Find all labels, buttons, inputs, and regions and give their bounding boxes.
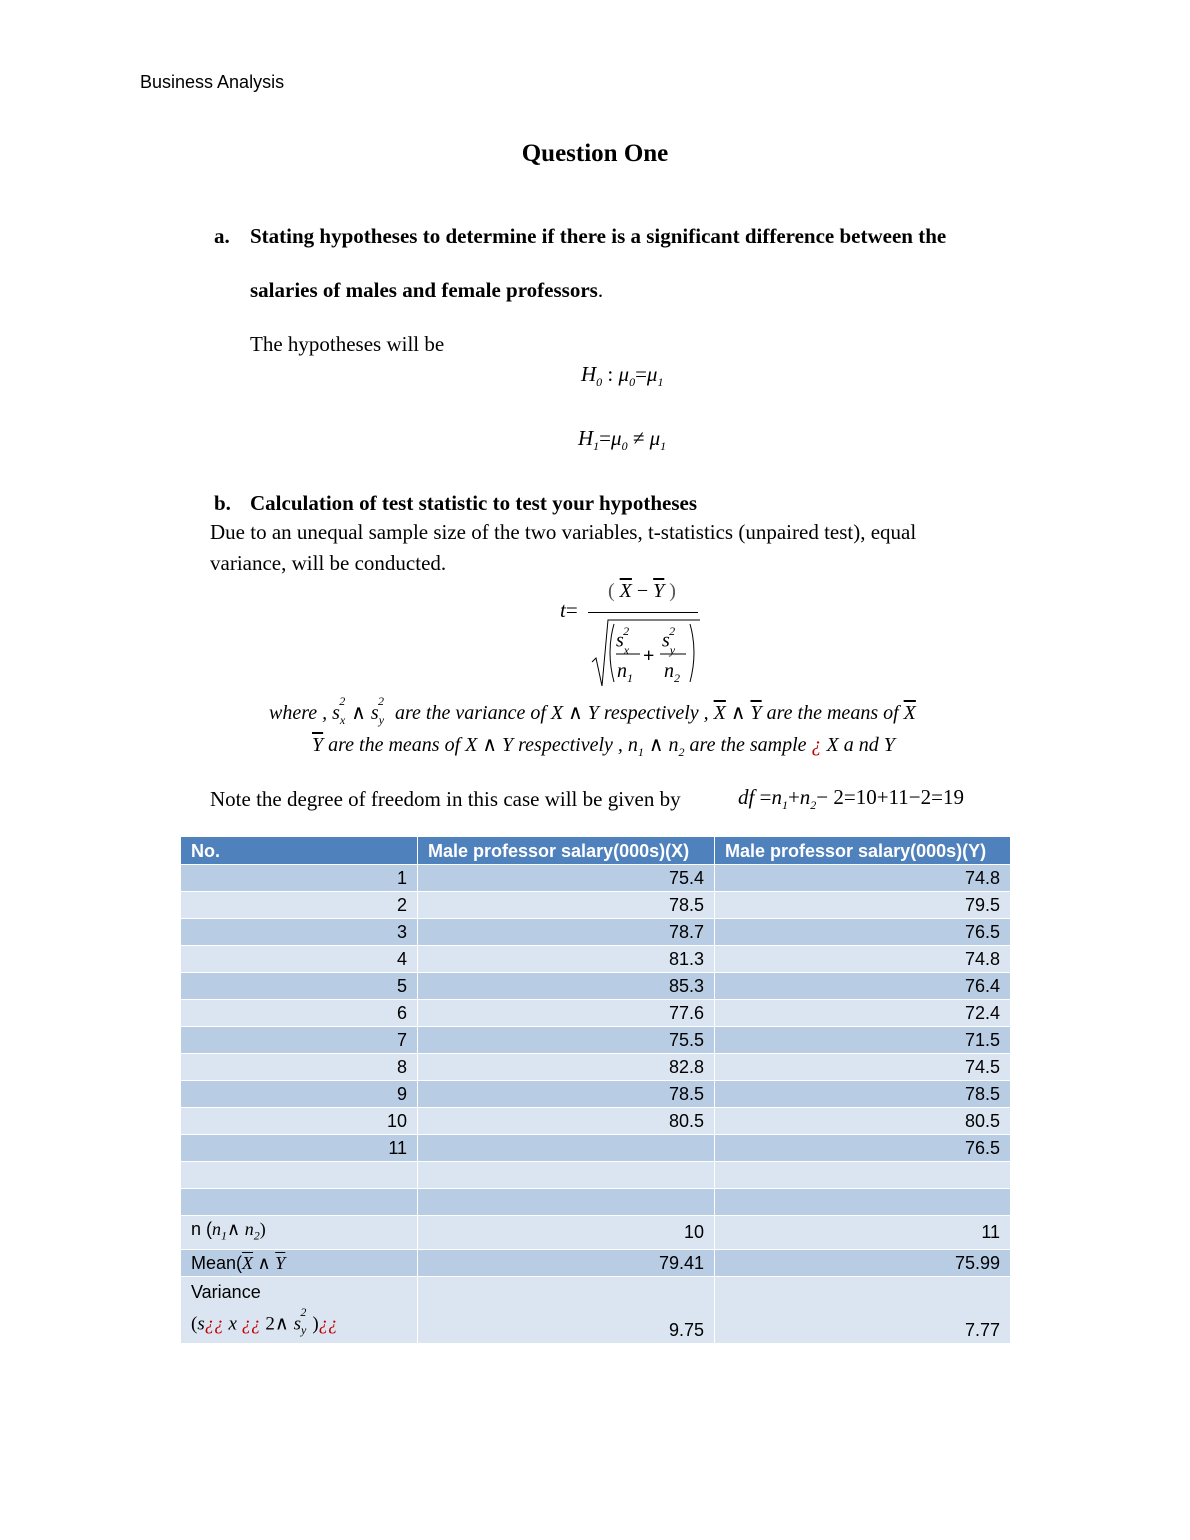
cell-n-label	[181, 1216, 418, 1250]
cell-no: 4	[181, 946, 418, 973]
page-title: Question One	[521, 140, 669, 167]
t-formula-lhs: t=	[560, 598, 578, 622]
cell-variance-x: 9.75	[418, 1276, 715, 1343]
cell-no	[181, 1189, 418, 1216]
section-b-paragraph-line2: variance, will be conducted.	[210, 551, 447, 575]
section-a-heading-line2	[250, 278, 603, 303]
table-row	[181, 1135, 1011, 1162]
section-a-heading-line1: Stating hypotheses to determine if there is a significant difference between the	[250, 224, 947, 248]
sx-squared: $s_x^2$	[616, 624, 630, 657]
cell-n-y: 11	[715, 1216, 1011, 1250]
table-row	[181, 946, 1011, 973]
cell-x: 81.3	[418, 946, 715, 973]
table-row	[181, 1000, 1011, 1027]
table-row-n	[181, 1216, 1011, 1250]
section-a-heading-period: .	[597, 278, 604, 302]
salary-table	[180, 836, 1011, 1344]
cell-mean-y: 75.99	[715, 1249, 1011, 1276]
cell-y: 72.4	[715, 1000, 1011, 1027]
table-row	[181, 892, 1011, 919]
table-row	[181, 973, 1011, 1000]
table-row	[181, 1081, 1011, 1108]
header-y: Male professor salary(000s)(Y)	[715, 837, 1011, 865]
where-line-1: where , $s_x^2\wedge$ $s_y^2$ are the variance of X ∧ Y respectively , $\overline{X}$ ∧ $\overline{Y}$ are the means of $\overline{X}$	[269, 694, 916, 727]
table-header-row	[181, 837, 1011, 865]
cell-no: 9	[181, 1081, 418, 1108]
cell-no: 8	[181, 1054, 418, 1081]
plus-sign: +	[643, 645, 655, 667]
df-equation: df $=n_1+n_2- 2=10+11-2=19$	[738, 785, 964, 813]
n2-denominator: $n_2$	[664, 660, 680, 685]
cell-x	[418, 1189, 715, 1216]
cell-y: 71.5	[715, 1027, 1011, 1054]
item-marker-a: a.	[214, 224, 230, 248]
mean-label-text: Mean(	[191, 1252, 243, 1273]
table-row-variance	[181, 1276, 1011, 1343]
cell-x: 75.5	[418, 1027, 715, 1054]
section-b-heading: Calculation of test statistic to test your hypotheses	[250, 491, 697, 515]
table-row	[181, 919, 1011, 946]
cell-x: 82.8	[418, 1054, 715, 1081]
cell-y: 79.5	[715, 892, 1011, 919]
cell-n-x: 10	[418, 1216, 715, 1250]
cell-variance-y: 7.77	[715, 1276, 1011, 1343]
table-row-mean	[181, 1249, 1011, 1276]
mean-label-math: $\overline{X}$ ∧ $\overline{Y}$	[242, 1252, 286, 1273]
df-note: Note the degree of freedom in this case will be given by	[210, 787, 681, 811]
cell-x: 78.7	[418, 919, 715, 946]
cell-no	[181, 1162, 418, 1189]
cell-x: 80.5	[418, 1108, 715, 1135]
cell-mean-label	[181, 1249, 418, 1276]
cell-y: 76.4	[715, 973, 1011, 1000]
cell-x: 78.5	[418, 892, 715, 919]
cell-variance-label	[181, 1276, 418, 1343]
cell-no: 3	[181, 919, 418, 946]
n-label-text: n (	[191, 1219, 213, 1239]
variance-label-text: Variance	[191, 1281, 261, 1302]
t-formula-numerator: ( $\overline{X} - \overline{Y}$ )	[608, 580, 676, 602]
n1-denominator: $n_1$	[617, 660, 633, 685]
variance-label-math: (s¿¿ x ¿¿ 2∧ $s_y^2)¿¿$	[191, 1304, 338, 1337]
sy-squared: $s_y^2$	[662, 624, 676, 657]
cell-x: 77.6	[418, 1000, 715, 1027]
cell-y: 74.5	[715, 1054, 1011, 1081]
n-label-math: $n_1\wedge$ $n_2$)	[212, 1219, 266, 1243]
header-x: Male professor salary(000s)(X)	[418, 837, 715, 865]
where-line-2: $\overline{Y}$ are the means of X ∧ Y respectively , $n_1$ ∧ $n_2$ are the sample ¿ X a nd Y	[312, 734, 895, 759]
cell-x: 78.5	[418, 1081, 715, 1108]
cell-no: 1	[181, 865, 418, 892]
table-row	[181, 1189, 1011, 1216]
section-b-paragraph-line1: Due to an unequal sample size of the two variables, t-statistics (unpaired test), equal	[210, 520, 917, 544]
page-header: Business Analysis	[140, 72, 285, 92]
cell-y: 78.5	[715, 1081, 1011, 1108]
cell-x	[418, 1135, 715, 1162]
t-formula-fraction-bar	[588, 612, 698, 613]
table-row	[181, 1054, 1011, 1081]
cell-x	[418, 1162, 715, 1189]
cell-no: 5	[181, 973, 418, 1000]
cell-no: 10	[181, 1108, 418, 1135]
cell-y: 76.5	[715, 1135, 1011, 1162]
cell-y	[715, 1189, 1011, 1216]
item-marker-b: b.	[214, 491, 231, 515]
cell-no: 11	[181, 1135, 418, 1162]
table-row	[181, 1027, 1011, 1054]
alt-hypothesis-equation: $H_1=\mu_0 \ne \mu_1$	[578, 426, 667, 454]
cell-y: 76.5	[715, 919, 1011, 946]
cell-y: 74.8	[715, 946, 1011, 973]
cell-y: 74.8	[715, 865, 1011, 892]
table-row	[181, 1162, 1011, 1189]
cell-no: 6	[181, 1000, 418, 1027]
cell-no: 2	[181, 892, 418, 919]
cell-no: 7	[181, 1027, 418, 1054]
cell-y: 80.5	[715, 1108, 1011, 1135]
cell-y	[715, 1162, 1011, 1189]
cell-x: 75.4	[418, 865, 715, 892]
header-no: No.	[181, 837, 418, 865]
null-hypothesis-equation: $H_0$ : $\mu_0=\mu_1$	[581, 362, 664, 390]
hypotheses-intro: The hypotheses will be	[250, 332, 445, 356]
cell-mean-x: 79.41	[418, 1249, 715, 1276]
table-row	[181, 865, 1011, 892]
section-a-heading-line2-text: salaries of males and female professors	[250, 278, 598, 302]
table-row	[181, 1108, 1011, 1135]
cell-x: 85.3	[418, 973, 715, 1000]
